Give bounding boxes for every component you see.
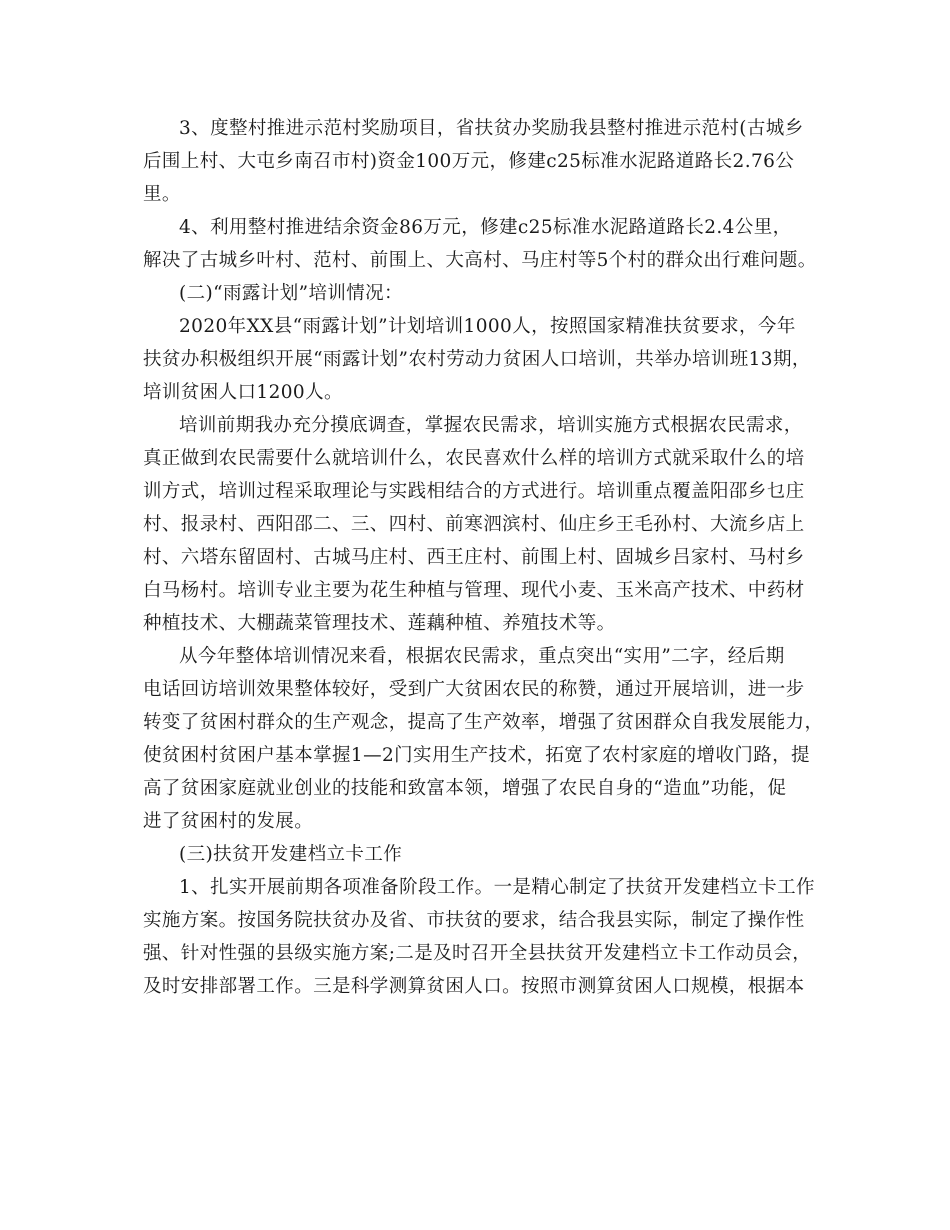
paragraph — [143, 211, 817, 277]
text-line: 从今年整体培训情况来看，根据农民需求，重点突出“实用”二字，经后期 — [179, 646, 785, 667]
text-line: 2020年XX县“雨露计划”计划培训1000人，按照国家精准扶贫要求，今年 — [179, 316, 796, 337]
text-line: 及时安排部署工作。三是科学测算贫困人口。按照市测算贫困人口规模，根据本 — [143, 976, 805, 997]
text-line: 解决了古城乡叶村、范村、前围上、大高村、马庄村等5个村的群众出行难问题。 — [143, 250, 817, 271]
text-line: 实施方案。按国务院扶贫办及省、市扶贫的要求，结合我县实际，制定了操作性 — [143, 910, 805, 931]
text-line: 白马杨村。培训专业主要为花生种植与管理、现代小麦、玉米高产技术、中药材 — [143, 580, 805, 601]
text-line: 训方式，培训过程采取理论与实践相结合的方式进行。培训重点覆盖阳邵乡乜庄 — [143, 481, 805, 502]
text-line: 转变了贫困村群众的生产观念，提高了生产效率，增强了贫困群众自我发展能力， — [143, 712, 824, 733]
text-line: 强、针对性强的县级实施方案;二是及时召开全县扶贫开发建档立卡工作动员会， — [143, 943, 812, 964]
text-line: 进了贫困村的发展。 — [143, 811, 314, 832]
text-line: 村、报录村、西阳邵二、三、四村、前寒泗滨村、仙庄乡王毛孙村、大流乡店上 — [143, 514, 805, 535]
text-line: 使贫困村贫困户基本掌握1—2门实用生产技术，拓宽了农村家庭的增收门路，提 — [143, 745, 810, 766]
text-line: 电话回访培训效果整体较好，受到广大贫困农民的称赞，通过开展培训，进一步 — [143, 679, 805, 700]
paragraph — [143, 409, 805, 640]
text-line: 村、六塔东留固村、古城马庄村、西王庄村、前围上村、固城乡吕家村、马村乡 — [143, 547, 805, 568]
paragraph — [143, 838, 805, 871]
document-body — [143, 112, 824, 1003]
text-line: 培训前期我办充分摸底调查，掌握农民需求，培训实施方式根据农民需求， — [179, 415, 803, 436]
text-line: 种植技术、大棚蔬菜管理技术、莲藕种植、养殖技术等。 — [143, 613, 616, 634]
text-line: 后围上村、大屯乡南召市村)资金100万元，修建c25标准水泥路道路长2.76公 — [143, 151, 795, 172]
text-line: 里。 — [143, 184, 181, 205]
paragraph — [143, 277, 805, 310]
text-line: 3、度整村推进示范村奖励项目，省扶贫办奖励我县整村推进示范村(古城乡 — [179, 118, 804, 139]
text-line: 1、扎实开展前期各项准备阶段工作。一是精心制定了扶贫开发建档立卡工作 — [179, 877, 815, 898]
text-line: 4、利用整村推进结余资金86万元，修建c25标准水泥路道路长2.4公里， — [179, 217, 792, 238]
text-line: 真正做到农民需要什么就培训什么，农民喜欢什么样的培训方式就采取什么的培 — [143, 448, 805, 469]
paragraph — [143, 640, 824, 838]
text-line: 高了贫困家庭就业创业的技能和致富本领，增强了农民自身的“造血”功能，促 — [143, 778, 787, 799]
paragraph — [143, 871, 815, 1003]
text-line: 培训贫困人口1200人。 — [143, 382, 343, 403]
text-line: 扶贫办积极组织开展“雨露计划”农村劳动力贫困人口培训，共举办培训班13期， — [143, 349, 811, 370]
text-line: (三)扶贫开发建档立卡工作 — [179, 844, 403, 865]
paragraph — [143, 112, 805, 211]
paragraph — [143, 310, 811, 409]
text-line: (二)“雨露计划”培训情况： — [179, 283, 403, 304]
